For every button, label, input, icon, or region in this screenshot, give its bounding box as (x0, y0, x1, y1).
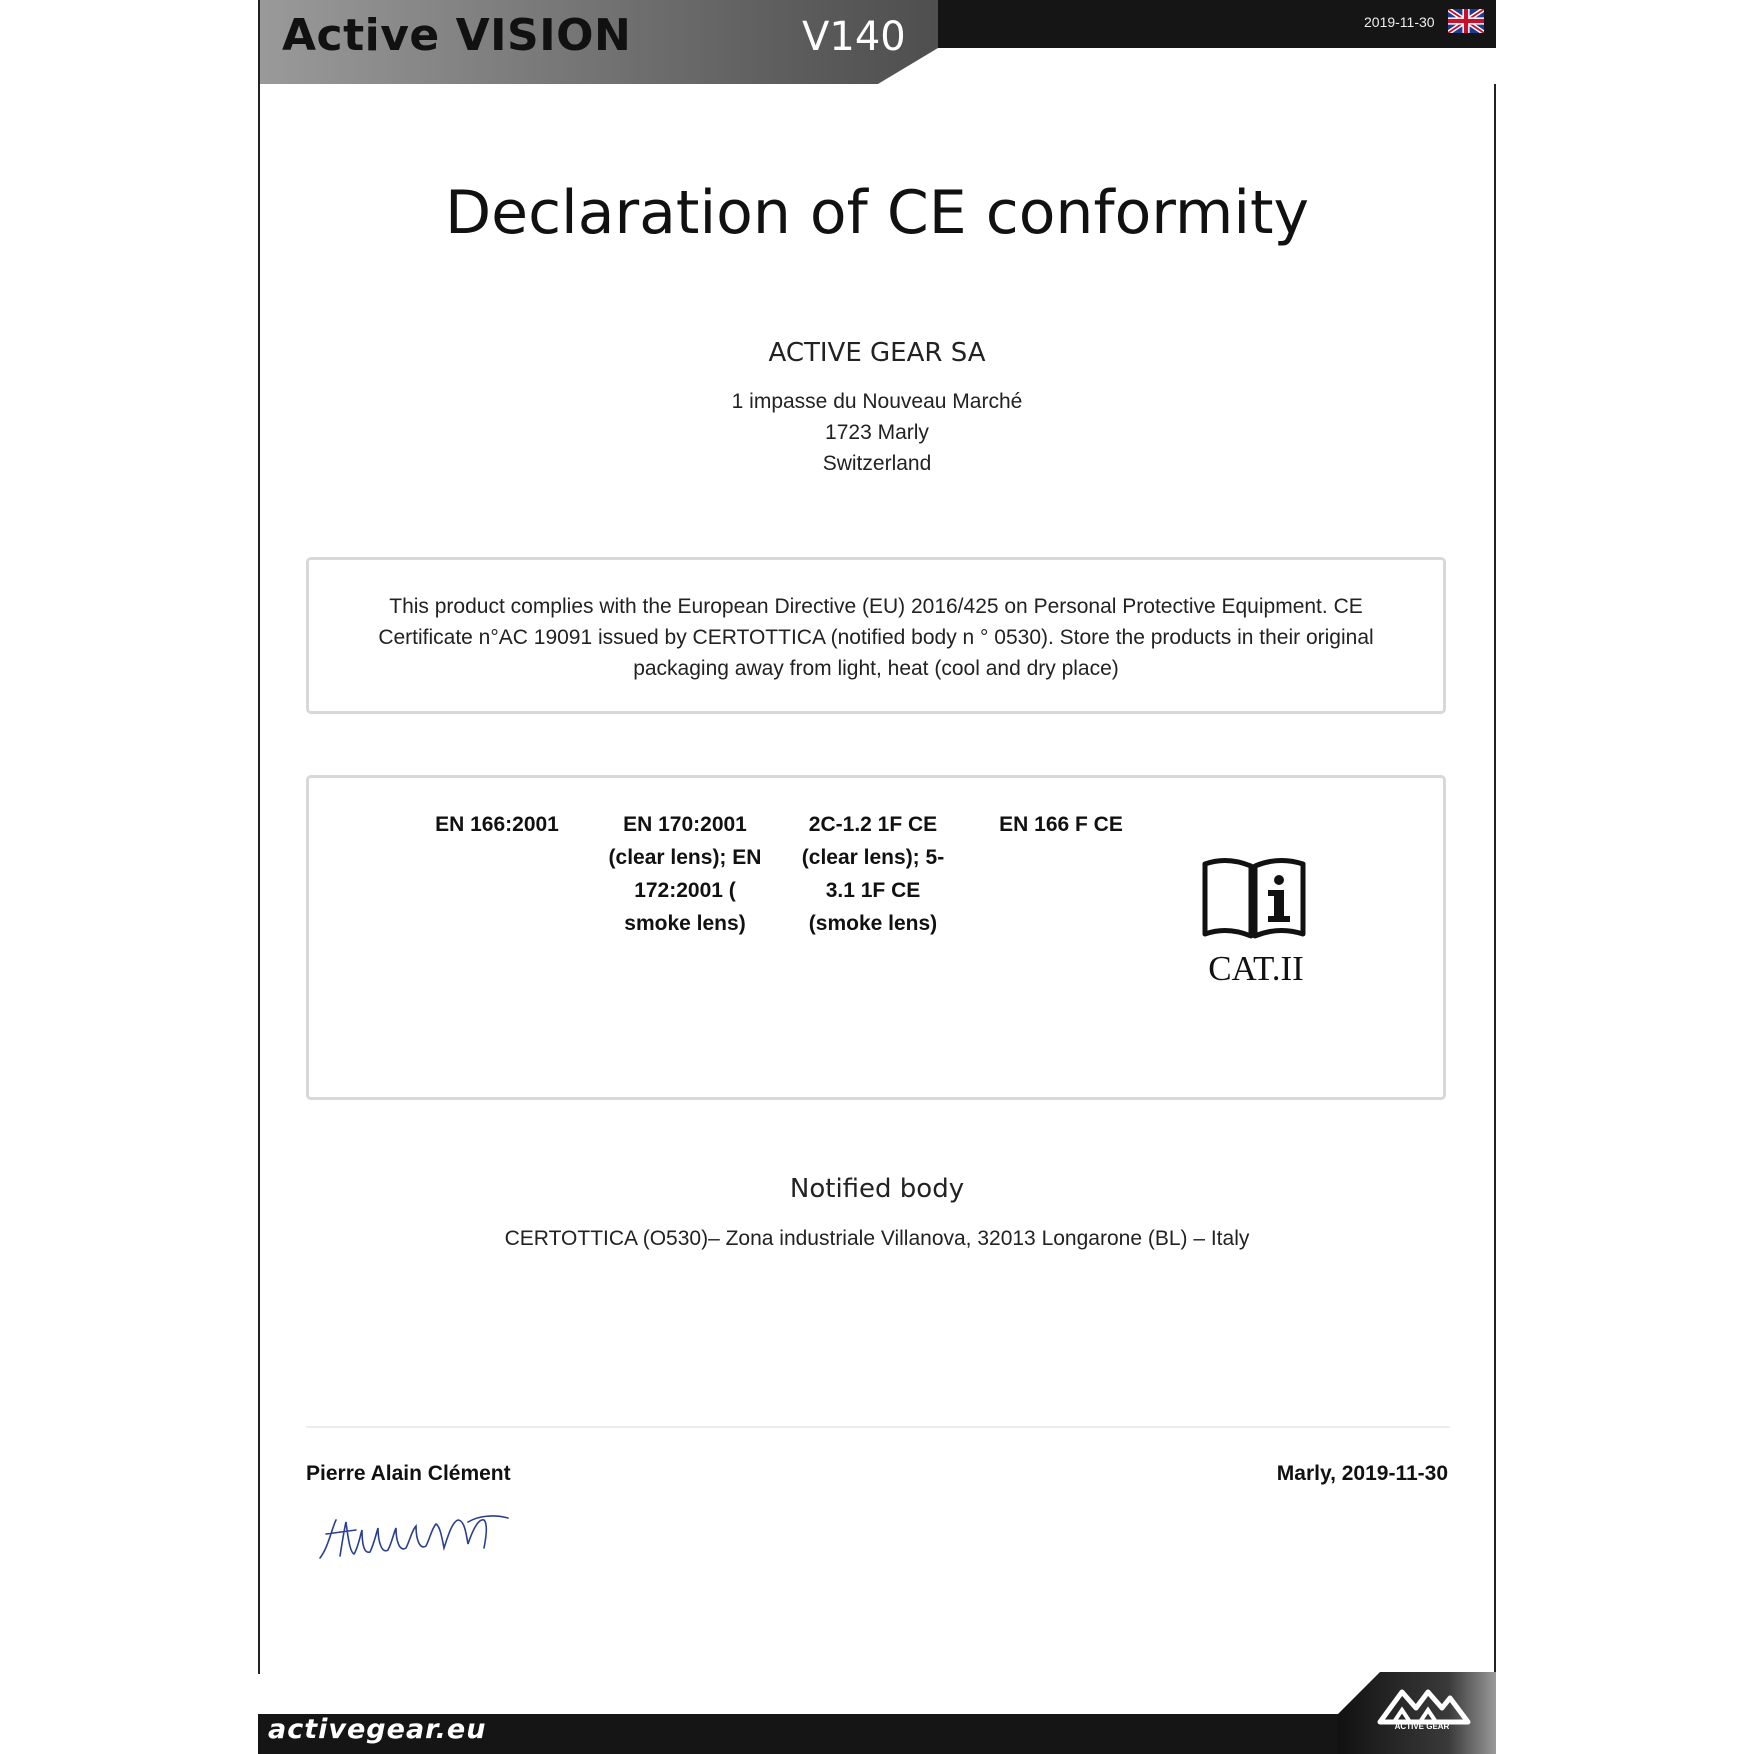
active-gear-logo-icon (1372, 1684, 1472, 1746)
compliance-text: This product complies with the European Directive (EU) 2016/425 on Personal Protective Equipment. CE Certificate n°AC 19091 issued by CERTOTTICA (notified body n ° 0530). Store the products in their original packaging away from light, heat (cool and dry place) (378, 595, 1374, 680)
company-name: ACTIVE GEAR SA (768, 338, 986, 368)
page-border-left (258, 0, 260, 1674)
standard-item: EN 166 F CE (999, 813, 1123, 836)
address-line: 1 impasse du Nouveau Marché (731, 390, 1023, 413)
info-book-icon (1201, 856, 1311, 942)
category-label: CAT.II (1208, 949, 1304, 988)
page-border-right (1494, 84, 1496, 1674)
notified-body-address: CERTOTTICA (O530)– Zona industriale Villanova, 32013 Longarone (BL) – Italy (504, 1227, 1250, 1250)
page-title: Declaration of CE conformity (444, 178, 1310, 248)
standard-item: EN 166:2001 (435, 813, 559, 836)
notified-body-heading: Notified body (789, 1174, 965, 1204)
uk-flag-icon[interactable] (1448, 9, 1484, 33)
website-link[interactable]: activegear.eu (268, 1714, 487, 1745)
model-number: V140 (802, 14, 906, 60)
address-line: Switzerland (822, 452, 932, 475)
compliance-box (306, 557, 1446, 714)
standards-box (306, 775, 1446, 1100)
standard-item: EN 170:2001 (clear lens); EN 172:2001 ( smoke lens) (608, 813, 762, 935)
standard-item: 2C-1.2 1F CE (clear lens); 5- 3.1 1F CE (smoke lens) (801, 813, 945, 935)
handwritten-signature (318, 1508, 518, 1568)
divider (306, 1426, 1450, 1428)
footer-logo-text: ACTIVE GEAR (1394, 1722, 1450, 1731)
header-date: 2019-11-30 (1364, 14, 1435, 30)
signer-name: Pierre Alain Clément (306, 1462, 511, 1485)
brand-title: Active VISION (282, 10, 632, 61)
place-date: Marly, 2019-11-30 (1276, 1462, 1448, 1485)
address-line: 1723 Marly (825, 421, 929, 444)
